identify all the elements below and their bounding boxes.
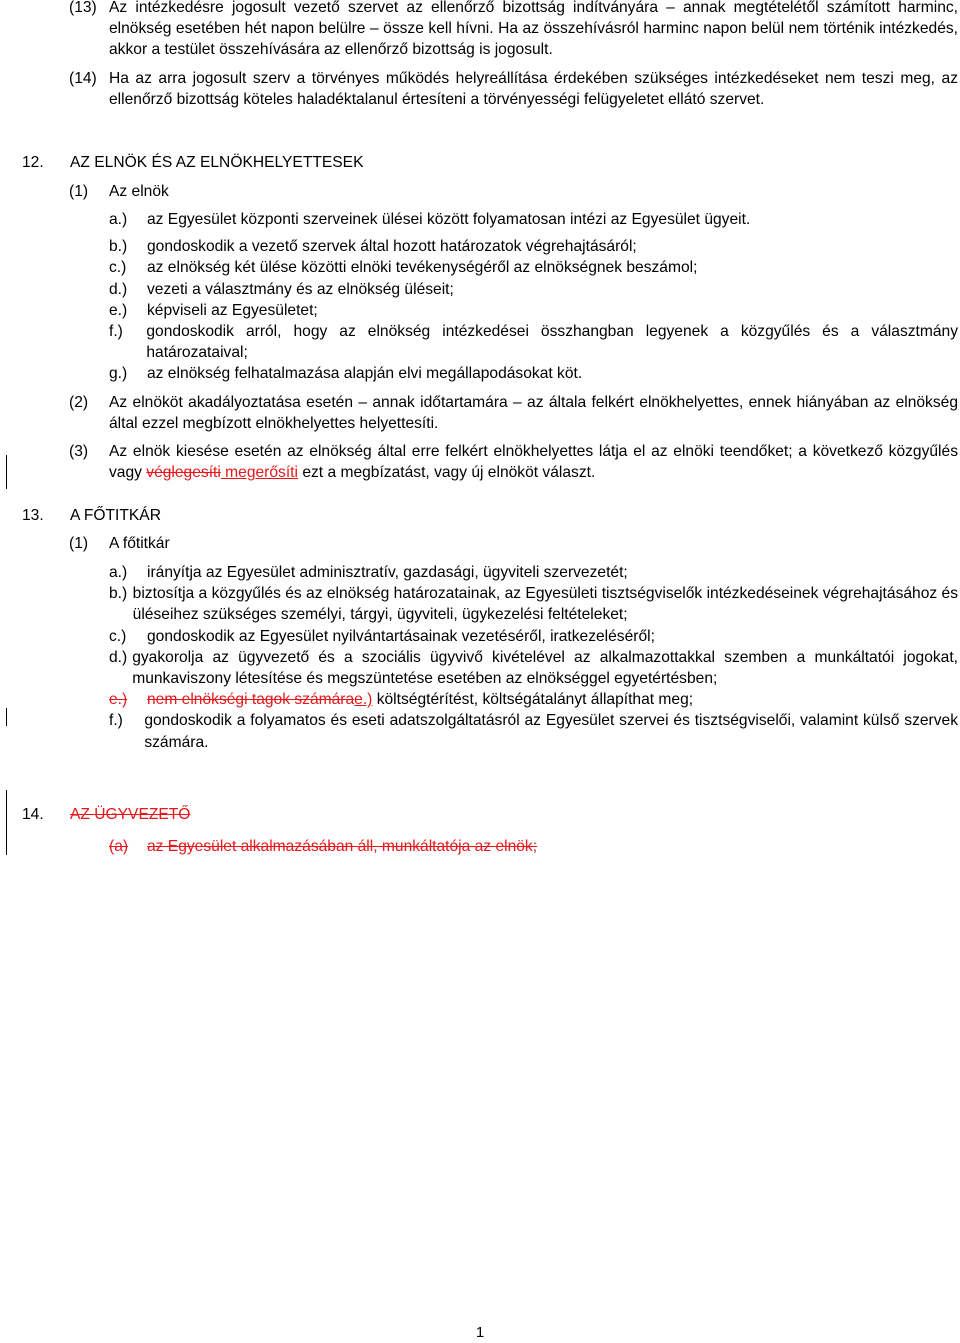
- item-label: c.): [109, 259, 127, 277]
- change-bar: [6, 790, 7, 855]
- item-label-deleted: e.): [109, 691, 128, 709]
- s13-item-list: [109, 562, 958, 753]
- item-label: f.): [109, 712, 123, 730]
- list-item: [109, 562, 958, 583]
- item-text: irányítja az Egyesület adminisztratív, gazdasági, ügyviteli szervezetét;: [147, 564, 628, 581]
- item-label: a.): [109, 564, 128, 581]
- item-label: d.): [109, 648, 128, 666]
- section-number: 13.: [22, 507, 44, 524]
- item-text: az Egyesület központi szerveinek ülései között folyamatosan intézi az Egyesület ügyeit.: [147, 211, 751, 228]
- section-title: AZ ELNÖK ÉS AZ ELNÖKHELYETTESEK: [70, 154, 364, 171]
- list-item: [109, 257, 958, 278]
- item-text: az elnökség felhatalmazása alapján elvi megállapodásokat köt.: [147, 365, 583, 383]
- list-item: [109, 626, 958, 647]
- item-text: gondoskodik a vezető szervek által hozott határozatok végrehajtásáról;: [147, 238, 637, 256]
- item-label: d.): [109, 280, 128, 298]
- paragraph-label: Az elnök: [109, 183, 169, 200]
- s12-subparagraph-3: [69, 441, 958, 483]
- change-bar: [6, 455, 7, 489]
- paragraph-label: A főtitkár: [109, 535, 170, 552]
- list-item: [109, 321, 958, 363]
- text-before: Az elnök kiesése esetén az elnökség által erre felkért elnökhelyettes látja el az elnöki teendőket; a következő közgyűlés vagy: [109, 443, 958, 482]
- item-label: b.): [109, 585, 128, 603]
- item-text: vezeti a választmány és az elnökség üléseit;: [147, 280, 454, 298]
- list-item: [109, 300, 958, 321]
- item-text: gondoskodik arról, hogy az elnökség intézkedései összhangban legyenek a közgyűlés és a választmány határozataival;: [146, 323, 958, 362]
- item-text: [147, 689, 958, 710]
- item-text: gondoskodik a folyamatos és eseti adatszolgáltatásról az Egyesület szervei és tisztségviselői, valamint külső szervek számára.: [144, 712, 958, 751]
- paragraph-text: [109, 441, 958, 483]
- paragraph-number: (1): [69, 183, 89, 200]
- list-item: [109, 279, 958, 300]
- text-after: ezt a megbízatást, vagy új elnököt választ.: [297, 464, 596, 482]
- section-number: 14.: [22, 806, 44, 823]
- list-item: [109, 236, 958, 257]
- text-after: költségtérítést, költségátalányt állapíthat meg;: [372, 691, 694, 709]
- item-label: g.): [109, 365, 128, 383]
- paragraph-number: (13): [69, 0, 97, 16]
- section-number: 12.: [22, 154, 44, 171]
- list-item: [109, 209, 958, 230]
- item-label: a.): [109, 211, 128, 228]
- item-text: gyakorolja az ügyvezető és a szociális ügyvivő kivételével az alkalmazottakkal szemben a munkáltatói jogokat, munkaviszony létesítése és megszüntetése esetében az elnökséggel egyetértésben;: [132, 648, 958, 688]
- paragraph-number: (3): [69, 443, 89, 460]
- paragraph-number: (2): [69, 394, 89, 411]
- item-label-deleted: (a): [109, 838, 129, 855]
- deleted-text: nem elnökségi tagok számára: [147, 691, 355, 709]
- list-item: [109, 647, 958, 689]
- item-text: gondoskodik az Egyesület nyilvántartásainak vezetéséről, iratkezeléséről;: [147, 627, 655, 645]
- list-item: [109, 689, 958, 710]
- item-label: f.): [109, 323, 123, 341]
- list-item: [109, 363, 958, 384]
- item-text: képviseli az Egyesületet;: [147, 301, 318, 319]
- inserted-text: megerősíti: [220, 464, 298, 482]
- list-item: [109, 710, 958, 752]
- paragraph-text: Az intézkedésre jogosult vezető szervet az ellenőrző bizottság indítványára – annak megtételétől számított harminc, elnökség esetében hét napon belülre – össze kell hívni. Ha az összehívásról harminc napon belül nem történik intézkedés, akkor a testület összehívására az ellenőrző bizottság is jogosult.: [109, 0, 958, 59]
- paragraph-number: (14): [69, 70, 97, 87]
- item-label: e.): [109, 301, 128, 319]
- item-text: biztosítja a közgyűlés és az elnökség határozatainak, az Egyesületi tisztségviselők intézkedéseinek végrehajtásához és üléseihez szükséges személyi, tárgyi, ügyviteli, ügykezelési feltételeket;: [132, 585, 958, 624]
- deleted-text: véglegesíti: [146, 464, 221, 482]
- page-number: 1: [475, 1324, 485, 1341]
- item-text-deleted: az Egyesület alkalmazásában áll, munkáltatója az elnök;: [147, 838, 538, 855]
- paragraph-text: Az elnököt akadályoztatása esetén – annak időtartamára – az általa felkért elnökhelyettes, ennek hiányában az elnökség által ezzel megbízott elnökhelyettes helyettesíti.: [109, 394, 958, 433]
- paragraph-13: [69, 0, 958, 61]
- item-label: c.): [109, 627, 127, 645]
- item-label: b.): [109, 238, 128, 256]
- section-12-heading: [22, 152, 952, 173]
- s12-subparagraph-2: [69, 392, 958, 434]
- section-title-deleted: AZ ÜGYVEZETŐ: [70, 806, 191, 823]
- paragraph-number: (1): [69, 535, 89, 552]
- paragraph-text: Ha az arra jogosult szerv a törvényes működés helyreállítása érdekében szükséges intézkedéseket nem teszi meg, az ellenőrző bizottság köteles haladéktalanul értesíteni a törvényességi felügyeletet ellátó szervet.: [109, 70, 958, 109]
- section-13-heading: [22, 505, 952, 526]
- s13-subparagraph-1: [69, 533, 958, 554]
- s14-item-a: [109, 836, 958, 857]
- s12-item-list: [109, 209, 958, 385]
- inserted-label: e.): [354, 691, 373, 709]
- section-title: A FŐTITKÁR: [70, 507, 161, 524]
- paragraph-14: [69, 68, 958, 110]
- section-14-heading: [22, 804, 952, 825]
- s12-subparagraph-1: [69, 181, 958, 202]
- list-item: [109, 583, 958, 625]
- change-bar: [6, 708, 7, 726]
- item-text: az elnökség két ülése közötti elnöki tevékenységéről az elnökségnek beszámol;: [147, 259, 698, 277]
